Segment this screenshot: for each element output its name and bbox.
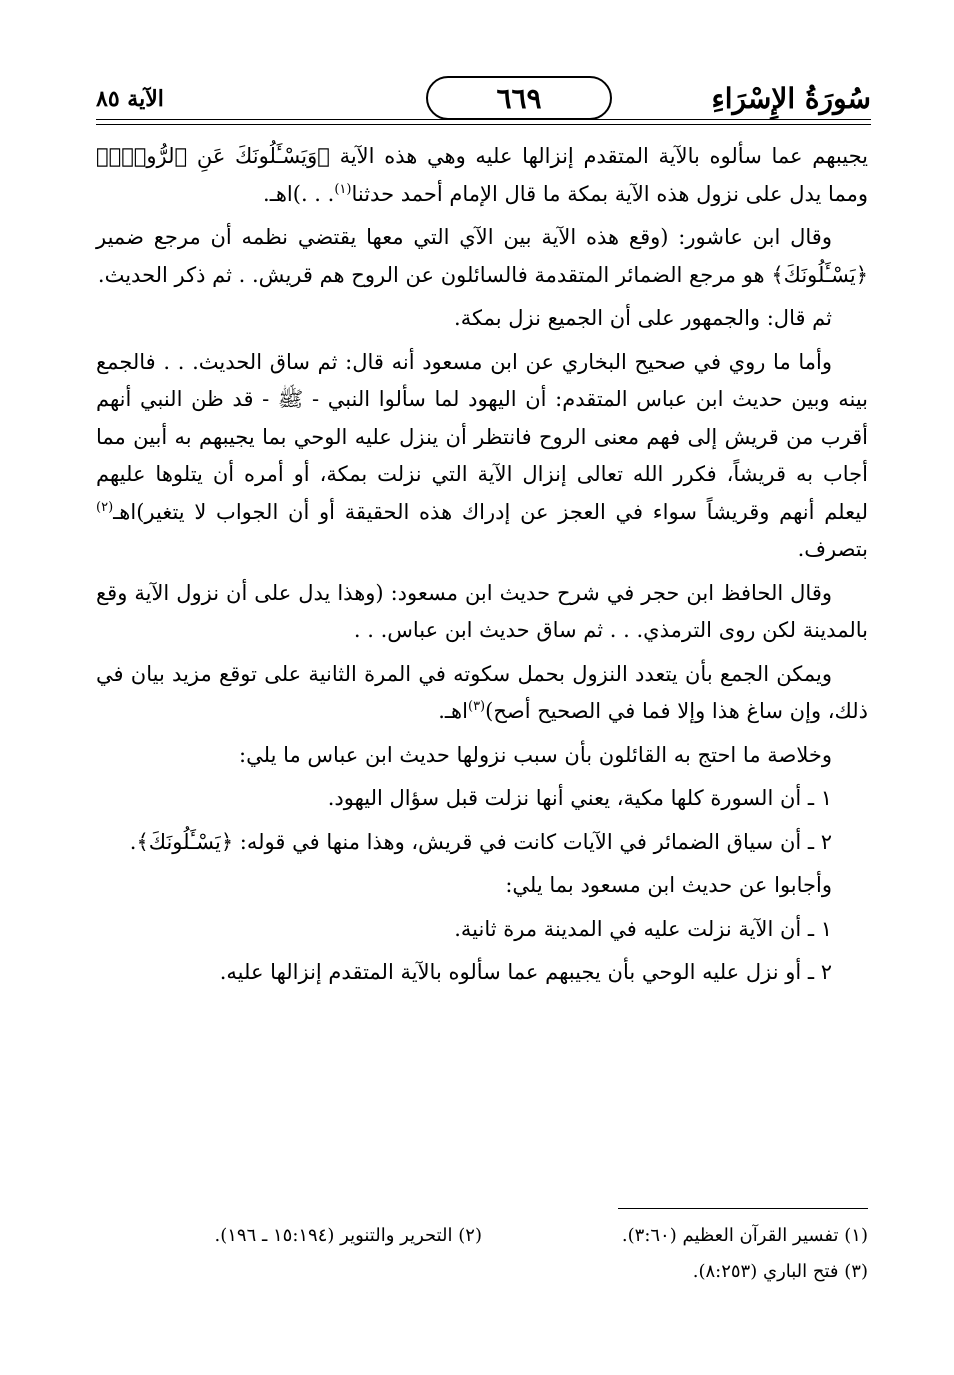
- text-run: وأما ما روي في صحيح البخاري عن ابن مسعود أنه قال: ثم ساق الحديث. . . فالجمع بينه وبين حديث ابن عباس المتقدم: أن اليهود لما سألوا النبي - ﷺ - قد ظن النبي أنهم أقرب من قريش إلى فهم معنى الروح فانتظر أن ينزل عليه الوحي بما يجيبهم به أبين مما أجاب به قريشاً، فكرر الله تعالى إنزال الآية التي نزلت بمكة، أو أمره أن يتلوها عليهم ليعلم أنهم وقريشاً سواء في العجز عن إدراك هذه الحقيقة أو أن الجواب لا يتغير)اهـ: [96, 349, 868, 524]
- footnote-row: [96, 1218, 868, 1254]
- page-number-badge: [426, 76, 612, 120]
- paragraph-8: وأجابوا عن حديث ابن مسعود بما يلي:: [505, 873, 832, 897]
- text-run: . . .)اهـ.: [263, 181, 335, 206]
- text-run: .: [129, 829, 137, 854]
- footnote-ref-1: (١): [334, 181, 352, 197]
- text-run: ويمكن الجمع بأن يتعدد النزول بحمل سكوته في المرة الثانية على توقع مزيد بيان في ذلك، وإن ساغ هذا وإلا فما في الصحيح أصح): [96, 661, 868, 723]
- footnote-ref-3: (٣): [467, 699, 486, 714]
- main-text: [96, 138, 868, 998]
- footnotes: [96, 1218, 868, 1290]
- quran-quote: ﴿وَيَسْـَٔلُونَكَ عَنِ ٱلرُّوحِۖ﴾: [96, 144, 330, 168]
- text-run: بتصرف.: [797, 537, 868, 561]
- footnote-1: (١) تفسير القرآن العظيم (٣:٦٠).: [621, 1225, 868, 1246]
- paragraph-3: ثم قال: والجمهور على أن الجميع نزل بمكة.: [454, 306, 832, 330]
- paragraph-7: وخلاصة ما احتج به القائلون بأن سبب نزولها حديث ابن عباس ما يلي:: [239, 742, 832, 767]
- quran-quote: ﴿يَسْـَٔلُونَكَ﴾: [771, 262, 868, 287]
- list-item-2: [96, 824, 868, 862]
- paragraph-1: [96, 138, 868, 213]
- answer-item-1: ١ ـ أن الآية نزلت عليه في المدينة مرة ثانية.: [454, 916, 832, 941]
- text-run: ومما يدل على نزول هذه الآية بمكة ما قال الإمام أحمد حدثنا: [351, 181, 868, 206]
- text-run: هو مرجع الضمائر المتقدمة فالسائلون عن الروح هم قريش. . ثم ذكر الحديث.: [97, 262, 772, 287]
- footnote-separator: [618, 1208, 868, 1209]
- text-run: يجيبهم عما سألوه بالآية المتقدم إنزالها عليه وهي هذه الآية: [329, 144, 868, 168]
- paragraph-4: [96, 344, 868, 569]
- answer-item-2: ٢ ـ أو نزل عليه الوحي بأن يجيبهم عما سألوه بالآية المتقدم إنزالها عليه.: [219, 960, 832, 984]
- paragraph-5: وقال الحافظ ابن حجر في شرح حديث ابن مسعود: (وهذا يدل على أن نزول الآية وقع بالمدينة لكن روى الترمذي. . . ثم ساق حديث ابن عباس. . .: [96, 580, 868, 642]
- page-header: [96, 70, 871, 120]
- page-number: ٦٦٩: [496, 81, 542, 115]
- text-run: اهـ.: [438, 699, 468, 723]
- paragraph-6: [96, 656, 868, 731]
- footnote-2: (٢) التحرير والتنوير (١٥:١٩٤ ـ ١٩٦).: [214, 1225, 482, 1246]
- text-run: وقال ابن عاشور: (وقع هذه الآية بين الآي التي معها يقتضي نظمه أن مرجع ضمير: [96, 225, 832, 249]
- footnote-3: (٣) فتح الباري (٨:٢٥٣).: [692, 1261, 868, 1282]
- quran-quote: ﴿يَسْـَٔلُونَكَ﴾: [136, 829, 234, 854]
- verse-label: الآية ٨٥: [96, 86, 164, 112]
- list-item-1: ١ ـ أن السورة كلها مكية، يعني أنها نزلت قبل سؤال اليهود.: [327, 786, 832, 810]
- header-rule-bottom: [96, 124, 871, 125]
- sura-title: سُورَةُ الإِسْرَاءِ: [711, 82, 871, 115]
- footnote-ref-2: (٢): [96, 499, 114, 515]
- paragraph-2: [96, 219, 868, 294]
- footnote-row: [96, 1254, 868, 1290]
- text-run: ٢ ـ أن سياق الضمائر في الآيات كانت في قريش، وهذا منها في قوله:: [233, 829, 832, 854]
- header-rule-top: [96, 119, 871, 120]
